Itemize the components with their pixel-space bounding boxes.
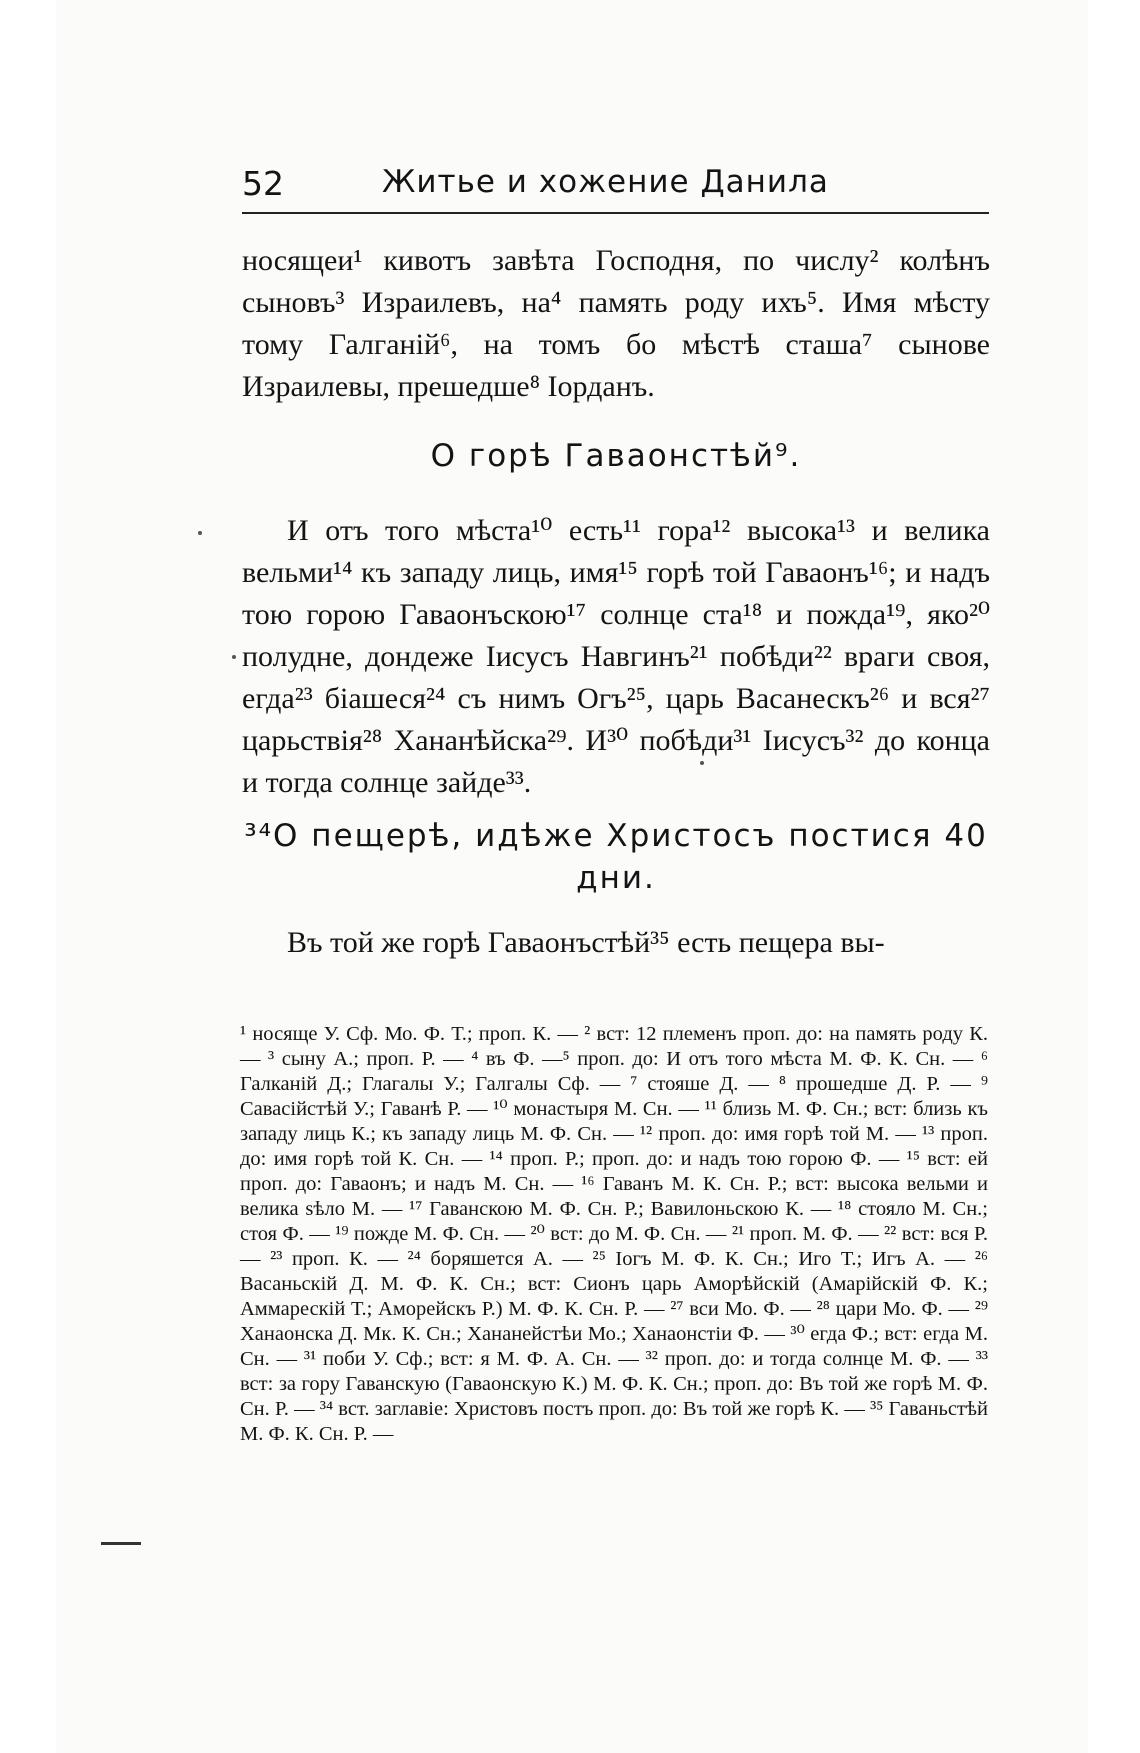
section-heading-gavaon: О горѣ Гаваонстѣй⁹. xyxy=(430,438,802,474)
footnotes: ¹ носяще У. Сф. Мо. Ф. Т.; проп. К. — ² вст: 12 племенъ проп. до: на память роду К. — ³ сыну А.; проп. Р. — ⁴ въ Ф. —⁵ проп. до: И отъ того мѣста М. Ф. К. Сн. — ⁶ Галканiй Д.; Глагалы У.; Галгалы Сф. — ⁷ стояше Д. — ⁸ прошедше Д. Р. — ⁹ Савасiйстѣй У.; Гаванѣ Р. — ¹⁰ монастыря М. Сн. — ¹¹ близь М. Ф. Сн.; вст: близь къ западу лиць К.; къ западу лиць М. Ф. Сн. — ¹² проп. до: имя горѣ той М. — ¹³ проп. до: имя горѣ той К. Сн. — ¹⁴ проп. Р.; проп. до: и надъ тою горою Ф. — ¹⁵ вст: ей проп. до: Гаваонъ; и надъ М. Сн. — ¹⁶ Гаванъ М. К. Сн. Р.; вст: высока вельми и велика ѕѣло М. — ¹⁷ Гаванскою М. Ф. Сн. Р.; Вавилоньскою К. — ¹⁸ стояло М. Сн.; стоя Ф. — ¹⁹ пожде М. Ф. Сн. — ²⁰ вст: до М. Ф. Сн. — ²¹ проп. М. Ф. — ²² вст: вся Р. — ²³ проп. К. — ²⁴ боряшется А. — ²⁵ Iогъ М. Ф. К. Сн.; Иго Т.; Игъ А. — ²⁶ Васаньскiй Д. М. Ф. К. Сн.; вст: Сионъ царь Аморѣйскiй (Амарiйскiй Ф. К.; Аммарескiй Т.; Аморейскъ Р.) М. Ф. К. Сн. Р. — ²⁷ вси Мо. Ф. — ²⁸ цари Мо. Ф. — ²⁹ Ханаонска Д. Мк. К. Сн.; Хананейстѣи Мо.; Ханаонстiи Ф. — ³⁰ егда Ф.; вст: егда М. Сн. — ³¹ поби У. Сф.; вст: я М. Ф. А. Сн. — ³² проп. до: и тогда солнце М. Ф. — ³³ вст: за гору Гаванскую (Гаваонскую К.) М. Ф. К. Сн.; проп. до: Въ той же горѣ М. Ф. Сн. Р. — ³⁴ вст. заглавiе: Христовъ постъ проп. до: Въ той же горѣ К. — ³⁵ Гаваньстѣй М. Ф. К. Сн. Р. — xyxy=(240,1023,988,1445)
scan-speck xyxy=(700,761,704,765)
scan-speck xyxy=(198,531,202,535)
paragraph-2: И отъ того мѣста¹⁰ есть¹¹ гора¹² высока¹³ и велика вельми¹⁴ къ западу лиць, имя¹⁵ горѣ той Гаваонъ¹⁶; и надъ тою горою Гаваонъскою¹⁷ солнце ста¹⁸ и пожда¹⁹, яко²⁰ полудне, дондеже Iисусъ Навгинъ²¹ побѣди²² враги своя, егда²³ бiашеся²⁴ съ нимъ Огъ²⁵, царь Васанескъ²⁶ и вся²⁷ царьствiя²⁸ Хананѣйска²⁹. И³⁰ побѣди³¹ Iисусъ³² до конца и тогда солнце зайде³³. xyxy=(242,514,990,799)
paragraph-1: носящеи¹ кивотъ завѣта Господня, по числу² колѣнъ сыновъ³ Израилевъ, на⁴ память роду ихъ⁵. Имя мѣсту тому Галганiй⁶, на томъ бо мѣстѣ сташа⁷ сынове Израилевы, прешедше⁸ Iорданъ. xyxy=(242,244,990,403)
margin-mark xyxy=(101,1542,141,1545)
header-rule xyxy=(242,212,989,214)
page-number: 52 xyxy=(242,164,284,203)
scan-speck xyxy=(232,655,236,659)
paragraph-3: Въ той же горѣ Гаваонъстѣй³⁵ есть пещера вы- xyxy=(287,926,885,959)
running-title: Житье и хожение Данила xyxy=(382,164,829,200)
section-heading-cave: ³⁴О пещерѣ, идѣже Христосъ постися 40 дни. xyxy=(244,818,988,896)
page-header xyxy=(242,160,989,206)
